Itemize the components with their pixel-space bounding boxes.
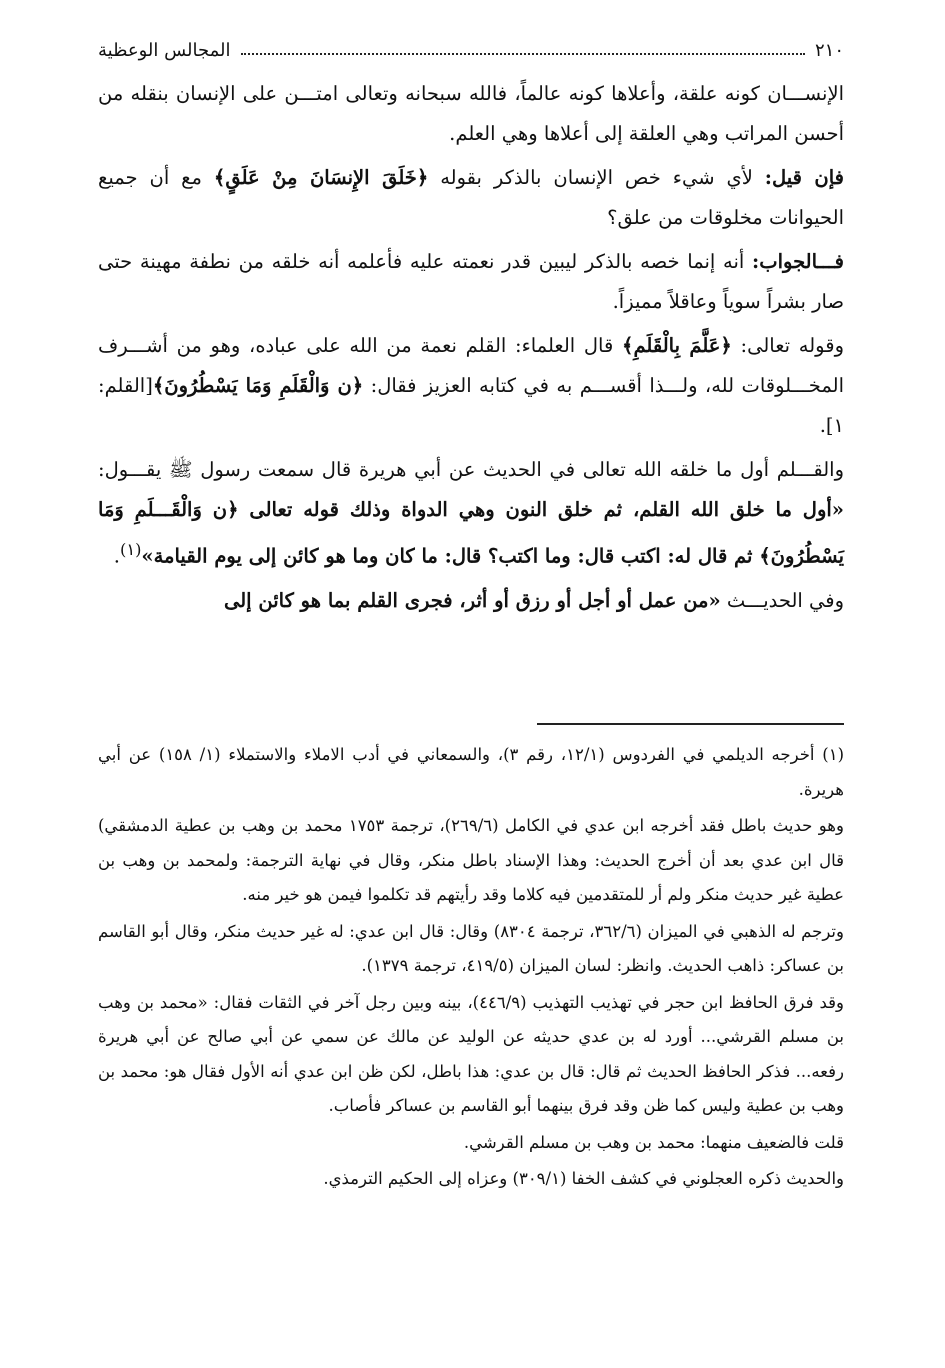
footnote-5: قلت فالضعيف منهما: محمد بن وهب بن مسلم القرشي. (463, 1132, 844, 1152)
paragraph-2-after: مع أن جميع الحيوانات مخلوقات من علق؟ (98, 166, 844, 229)
paragraph-5 (98, 450, 844, 577)
paragraph-1-text: الإنســـان كونه علقة، وأعلاها كونه عالماً، فالله سبحانه وتعالى امتـــن على الإنسان بنقله من أحسن المراتب وهي العلقة إلى أعلاها وهي العلم. (98, 82, 844, 145)
question-label: فإن قيل: (764, 166, 845, 189)
paragraph-5-before: والقـــلم أول ما خلقه الله تعالى في الحديث عن أبي هريرة قال سمعت رسول ﷺ يقـــول: (98, 458, 844, 481)
page (98, 30, 844, 625)
footnote-separator (537, 723, 844, 725)
quran-verse-nun-2: ﴿ن وَالْقَـــلَمِ وَمَا يَسْطُرُونَ﴾ (98, 498, 844, 568)
hadith-text-2: ثم قال له: اكتب قال: وما اكتب؟ قال: ما كان وما هو كائن إلى يوم القيامة» (141, 544, 760, 568)
answer-label: فـــالجواب: (752, 250, 844, 273)
verse-reference: [القلم: ١]. (98, 374, 844, 437)
footnote-1: (١) أخرجه الديلمي في الفردوس (١٢/١، رقم ٣)، والسمعاني في أدب الاملاء والاستملاء (١/ ١٥٨) عن أبي هريرة. (98, 745, 844, 799)
footnote-6: والحديث ذكره العجلوني في كشف الخفا (٣٠٩/١) وعزاه إلى الحكيم الترمذي. (323, 1169, 844, 1188)
paragraph-4 (98, 326, 844, 446)
running-title: المجالس الوعظية (98, 39, 231, 61)
footnote-3: وترجم له الذهبي في الميزان (٣٦٢/٦، ترجمة ٨٣٠٤) وقال: قال ابن عدي: له غير حديث منكر، وقال أبو القاسم بن عساكر: ذاهب الحديث. وانظر: لسان الميزان (٤١٩/٥، ترجمة ١٣٧٩). (98, 921, 844, 975)
paragraph-2 (98, 158, 844, 238)
quran-verse-khalaqa: ﴿خَلَقَ الإِنسَانَ مِنْ عَلَقٍ﴾ (213, 166, 429, 189)
paragraph-4-middle: قال العلماء: القلم نعمة من الله على عباده، وهو من أشـــرف المخـــلوقات لله، ولـــذا أقســـم به في كتابه العزيز فقال: (98, 334, 844, 397)
page-number: ٢١٠ (814, 39, 844, 61)
hadith-text-3: «من عمل أو أجل أو رزق أو أثر، فجرى القلم بما هو كائن إلى (223, 588, 721, 612)
quran-verse-allama: ﴿عَلَّمَ بِالْقَلَمِ﴾ (622, 334, 732, 357)
paragraph-3-text: أنه إنما خصه بالذكر ليبين قدر نعمته عليه فأعلمه أنه خلقه من نطفة مهينة حتى صار بشراً سوياً وعاقلاً مميزاً. (98, 250, 844, 313)
paragraph-2-before: لأي شيء خص الإنسان بالذكر بقوله (428, 166, 765, 189)
header-dotted-line (241, 53, 805, 55)
paragraph-6-before: وفي الحديـــث (720, 588, 844, 612)
hadith-text-1: «أول ما خلق الله القلم، ثم خلق النون وهي الدواة وذلك قوله تعالى (238, 498, 844, 521)
main-text (98, 74, 844, 621)
paragraph-5-end: . (113, 544, 120, 568)
footnote-2: وهو حديث باطل فقد أخرجه ابن عدي في الكامل (٢٦٩/٦)، ترجمة ١٧٥٣ محمد بن وهب بن عطية الدمشقي) قال ابن عدي بعد أن أخرج الحديث: وهذا الإسناد باطل منكر، وقال في نهاية الترجمة: ولمحمد بن وهب بن عطية غير حديث منكر ولم أر للمتقدمين فيه كلاما وقد رأيتهم قد تكلموا فيمن هو خير منه. (98, 816, 844, 904)
footnotes (98, 738, 844, 1199)
footnote-marker: (١) (119, 540, 142, 559)
paragraph-1 (98, 74, 844, 154)
quran-verse-nun: ﴿ن وَالْقَلَمِ وَمَا يَسْطُرُونَ﴾ (152, 374, 364, 397)
paragraph-4-before: وقوله تعالى: (731, 334, 844, 357)
paragraph-3 (98, 242, 844, 322)
paragraph-6 (98, 581, 844, 621)
footnote-4: وقد فرق الحافظ ابن حجر في تهذيب التهذيب (٤٤٦/٩)، بينه وبين رجل آخر في الثقات فقال: «محمد بن وهب بن مسلم القرشي... أورد له بن عدي حديثه عن الوليد عن مالك عن سمي عن أبي صالح عن أبي هريرة رفعه... فذكر الحافظ الحديث ثم قال: قال بن عدي: هذا باطل، لكن ظن ابن عدي أنه الأول فقال هو: محمد بن وهب بن عطية وليس كما ظن وقد فرق بينهما أبو القاسم بن عساكر فأصاب. (98, 992, 845, 1115)
page-header (98, 30, 844, 70)
